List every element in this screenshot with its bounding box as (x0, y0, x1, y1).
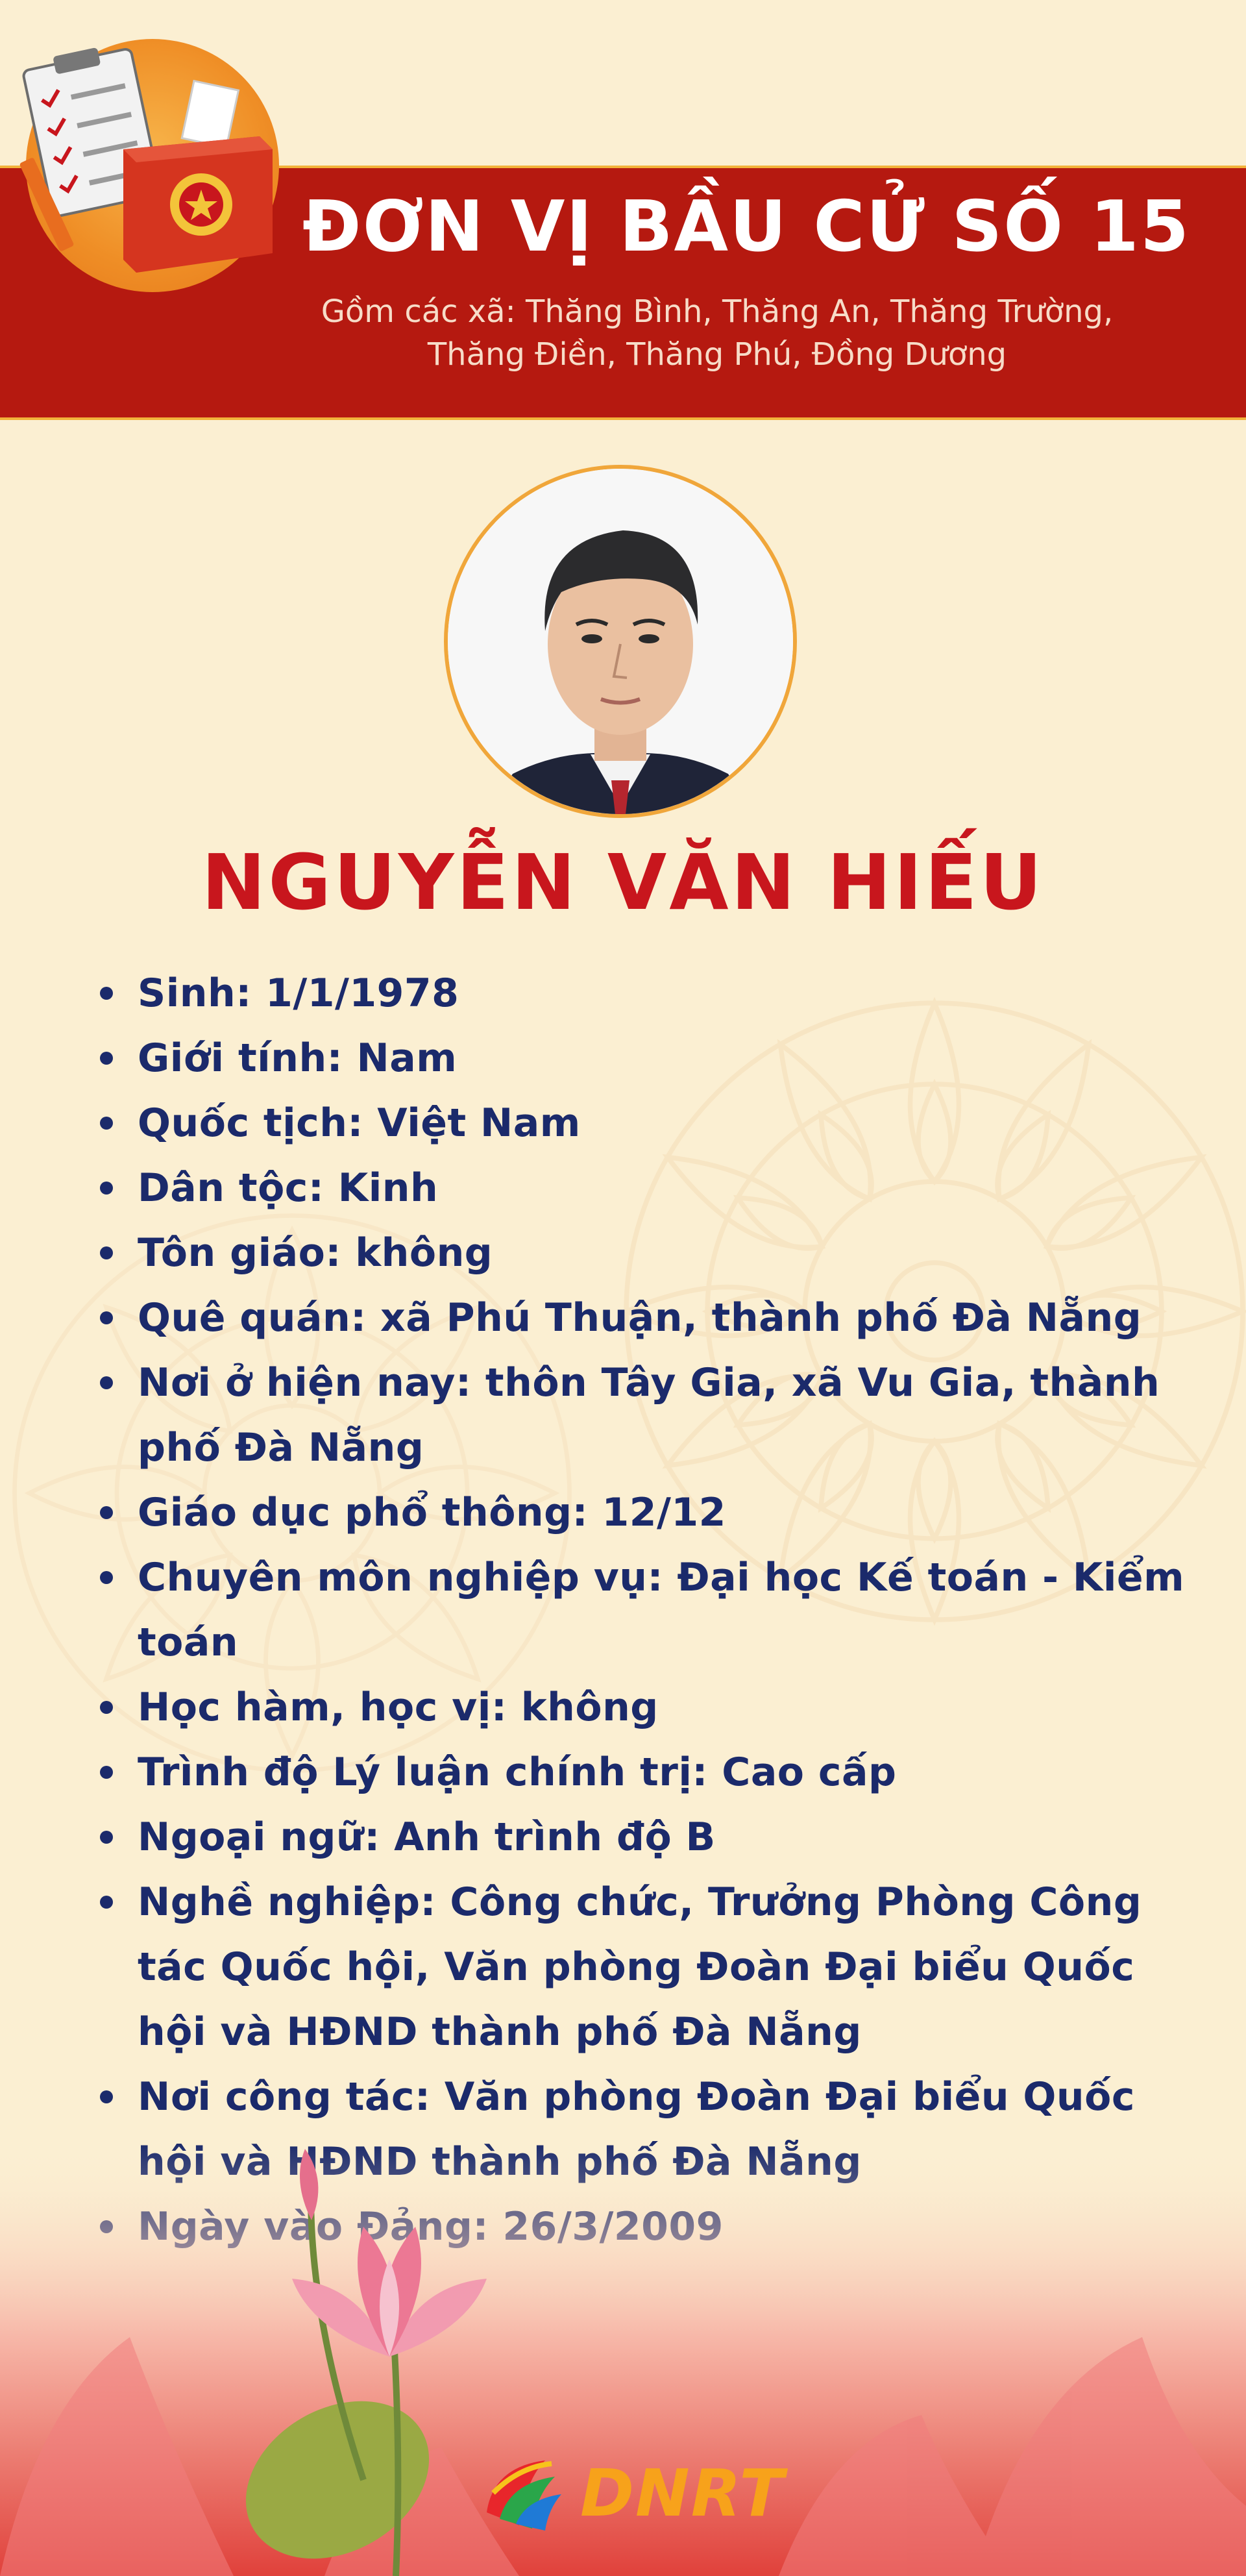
candidate-portrait (444, 465, 797, 818)
candidate-info-list (99, 961, 1202, 2259)
ballot-box-icon (13, 39, 286, 299)
dnrt-logo (480, 2454, 785, 2532)
info-item-foreign-language: Ngoại ngữ: Anh trình độ B (99, 1805, 1202, 1870)
info-item-workplace: Nơi công tác: Văn phòng Đoàn Đại biểu Quốc (99, 2064, 1202, 2194)
dnrt-logo-mark-icon (480, 2454, 565, 2532)
info-item-gender: Giới tính: Nam (99, 1026, 1202, 1091)
info-item-ethnicity: Dân tộc: Kinh (99, 1156, 1202, 1220)
info-item-birth: Sinh: 1/1/1978 (99, 961, 1202, 1026)
info-item-hometown: Quê quán: xã Phú Thuận, thành phố Đà Nẵng (99, 1285, 1202, 1350)
logo-text: DNRT (580, 2455, 785, 2531)
info-item-general-education: Giáo dục phổ thông: 12/12 (99, 1480, 1202, 1545)
info-item-religion: Tôn giáo: không (99, 1220, 1202, 1285)
portrait-image (448, 469, 793, 814)
info-item-political-theory: Trình độ Lý luận chính trị: Cao cấp (99, 1740, 1202, 1805)
info-item-occupation: Nghề nghiệp: Công chức, Trưởng Phòng Công tác Quốc hội, Văn phòng Đoàn Đại biểu Quốc hội và HĐND thành phố Đà Nẵng (99, 1870, 1202, 2064)
info-item-specialization: Chuyên môn nghiệp vụ: Đại học Kế toán - Kiểm toán (99, 1545, 1202, 1675)
info-item-academic-title: Học hàm, học vị: không (99, 1675, 1202, 1740)
subtitle-line-2: Thăng Điền, Thăng Phú, Đồng Dương (427, 336, 1007, 373)
info-item-nationality: Quốc tịch: Việt Nam (99, 1091, 1202, 1156)
page-title: ĐƠN VỊ BẦU CỬ SỐ 15 (302, 186, 1190, 267)
subtitle-line-1: Gồm các xã: Thăng Bình, Thăng An, Thăng Trường, (321, 293, 1114, 330)
candidate-name: NGUYỄN VĂN HIẾU (201, 837, 1045, 927)
info-item-residence: Nơi ở hiện nay: thôn Tây Gia, xã Vu Gia, thành phố Đà Nẵng (99, 1350, 1202, 1480)
constituency-communes (188, 290, 1246, 376)
